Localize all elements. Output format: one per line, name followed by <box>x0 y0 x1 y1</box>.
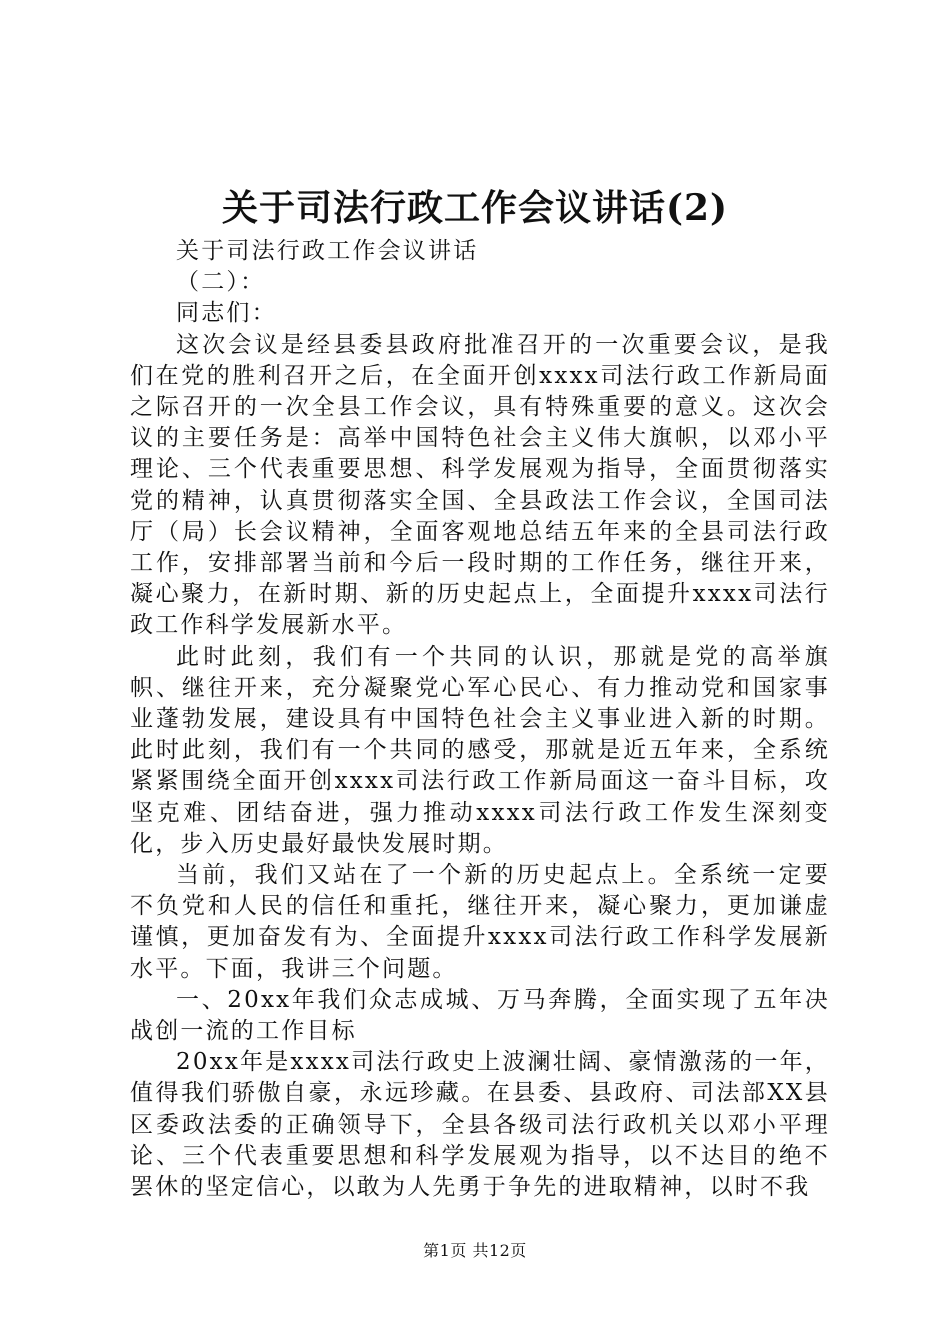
section-heading-paragraph: 一、20xx年我们众志成城、万马奔腾，全面实现了五年决战创一流的工作目标 <box>130 986 830 1045</box>
subtitle-paragraph: 关于司法行政工作会议讲话 <box>176 238 479 264</box>
document-title: 关于司法行政工作会议讲话(2) <box>221 187 729 229</box>
body-paragraph: 这次会议是经县委县政府批准召开的一次重要会议，是我们在党的胜利召开之后，在全面开创xxxx司法行政工作新局面之际召开的一次全县工作会议，具有特殊重要的意义。这次会议的主要任务是：高举中国特色社会主义伟大旗帜，以邓小平理论、三个代表重要思想、科学发展观为指导，全面贯彻落实党的精神，认真贯彻落实全国、全县政法工作会议，全国司法厅（局）长会议精神，全面客观地总结五年来的全县司法行政工作，安排部署当前和今后一段时期的工作任务，继往开来，凝心聚力，在新时期、新的历史起点上，全面提升xxxx司法行政工作科学发展新水平。 <box>130 331 830 639</box>
body-paragraph: 此时此刻，我们有一个共同的认识，那就是党的高举旗帜、继往开来，充分凝聚党心军心民心、有力推动党和国家事业蓬勃发展，建设具有中国特色社会主义事业进入新的时期。此时此刻，我们有一个共同的感受，那就是近五年来，全系统紧紧围绕全面开创xxxx司法行政工作新局面这一奋斗目标，攻坚克难、团结奋进，强力推动xxxx司法行政工作发生深刻变化，步入历史最好最快发展时期。 <box>130 643 830 857</box>
page-footer: 第1页 共12页 <box>423 1241 527 1260</box>
body-paragraph: 20xx年是xxxx司法行政史上波澜壮阔、豪情激荡的一年，值得我们骄傲自豪，永远珍藏。在县委、县政府、司法部XX县区委政法委的正确领导下，全县各级司法行政机关以邓小平理论、三个代表重要思想和科学发展观为指导，以不达目的绝不罢休的坚定信心，以敢为人先勇于争先的进取精神，以时不我 <box>130 1049 830 1201</box>
document-body <box>130 236 830 1203</box>
section-number-paragraph: （二）： <box>176 269 266 296</box>
salutation-paragraph: 同志们： <box>176 300 277 327</box>
body-paragraph: 当前，我们又站在了一个新的历史起点上。全系统一定要不负党和人民的信任和重托，继往开来，凝心聚力，更加谦虚谨慎，更加奋发有为、全面提升xxxx司法行政工作科学发展新水平。下面，我讲三个问题。 <box>130 862 830 982</box>
